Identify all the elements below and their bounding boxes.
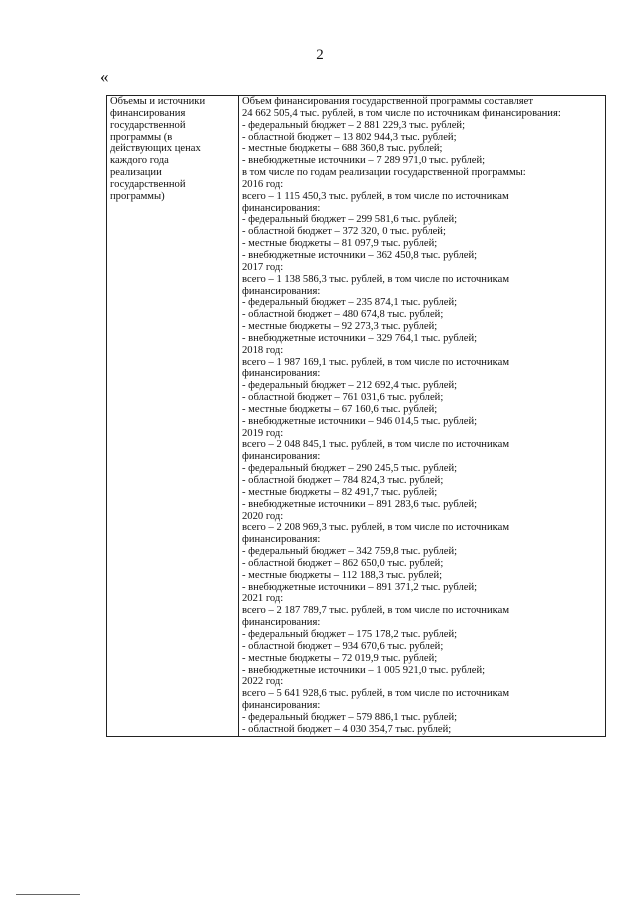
- text-line: - местные бюджеты – 81 097,9 тыс. рублей;: [242, 238, 438, 250]
- text-line: финансирования:: [242, 700, 321, 712]
- text-line: - областной бюджет – 862 650,0 тыс. рублей;: [242, 557, 444, 569]
- text-line: - федеральный бюджет – 342 759,8 тыс. рублей;: [242, 546, 458, 558]
- text-line: 2021 год:: [242, 593, 284, 605]
- financing-details-cell: [239, 96, 606, 737]
- text-line: всего – 2 187 789,7 тыс. рублей, в том числе по источникам: [242, 605, 510, 617]
- financing-label-cell: [107, 96, 239, 737]
- text-line: - федеральный бюджет – 175 178,2 тыс. рублей;: [242, 628, 458, 640]
- text-line: - областной бюджет – 4 030 354,7 тыс. рублей;: [242, 723, 452, 735]
- text-line: - внебюджетные источники – 362 450,8 тыс. рублей;: [242, 249, 478, 261]
- text-line: финансирования:: [242, 617, 321, 629]
- text-line: - областной бюджет – 784 824,3 тыс. рублей;: [242, 475, 444, 486]
- text-line: - внебюджетные источники – 891 371,2 тыс. рублей;: [242, 581, 478, 593]
- text-line: - внебюджетные источники – 891 283,6 тыс. рублей;: [242, 498, 478, 510]
- page-number: 2: [316, 47, 324, 63]
- text-line: программы (в: [110, 131, 173, 143]
- text-line: реализации: [110, 167, 162, 179]
- text-line: всего – 1 138 586,3 тыс. рублей, в том числе по источникам: [242, 273, 510, 285]
- text-line: 2018 год:: [242, 344, 284, 356]
- text-line: - местные бюджеты – 82 491,7 тыс. рублей;: [242, 486, 438, 498]
- text-line: 24 662 505,4 тыс. рублей, в том числе по источникам финансирования:: [242, 107, 561, 119]
- text-line: - федеральный бюджет – 212 692,4 тыс. рублей;: [242, 380, 458, 392]
- text-line: действующих ценах: [110, 143, 201, 155]
- text-line: 2016 год:: [242, 178, 284, 190]
- text-line: - местные бюджеты – 112 188,3 тыс. рублей;: [242, 569, 443, 581]
- text-line: - внебюджетные источники – 329 764,1 тыс. рублей;: [242, 332, 478, 344]
- text-line: финансирования: [110, 107, 186, 119]
- text-line: каждого года: [110, 155, 169, 167]
- text-line: программы): [110, 190, 165, 202]
- text-line: - областной бюджет – 761 031,6 тыс. рублей;: [242, 392, 444, 404]
- bottom-divider: [16, 894, 80, 895]
- financing-details-text: [242, 96, 602, 736]
- text-line: всего – 1 115 450,3 тыс. рублей, в том числе по источникам: [242, 190, 509, 202]
- text-line: - федеральный бюджет – 235 874,1 тыс. рублей;: [242, 297, 458, 309]
- text-line: финансирования:: [242, 368, 321, 380]
- text-line: финансирования:: [242, 202, 321, 214]
- text-line: всего – 2 048 845,1 тыс. рублей, в том числе по источникам: [242, 439, 510, 451]
- financing-label-text: [110, 96, 235, 203]
- text-line: - федеральный бюджет – 2 881 229,3 тыс. рублей;: [242, 119, 466, 131]
- text-line: 2017 год:: [242, 261, 284, 273]
- table-row: [107, 96, 606, 737]
- text-line: финансирования:: [242, 534, 321, 546]
- opening-quote-mark: «: [100, 67, 109, 86]
- text-line: - федеральный бюджет – 299 581,6 тыс. рублей;: [242, 214, 458, 226]
- text-line: 2019 год:: [242, 427, 284, 439]
- text-line: 2022 год:: [242, 676, 284, 688]
- text-line: всего – 2 208 969,3 тыс. рублей, в том числе по источникам: [242, 522, 510, 534]
- text-line: государственной: [110, 178, 186, 190]
- text-line: всего – 5 641 928,6 тыс. рублей, в том числе по источникам: [242, 688, 510, 700]
- text-line: - областной бюджет – 934 670,6 тыс. рублей;: [242, 640, 444, 652]
- text-line: - местные бюджеты – 67 160,6 тыс. рублей;: [242, 403, 438, 415]
- text-line: - внебюджетные источники – 7 289 971,0 тыс. рублей;: [242, 155, 486, 167]
- text-line: - местные бюджеты – 72 019,9 тыс. рублей;: [242, 652, 438, 664]
- text-line: финансирования:: [242, 285, 321, 297]
- text-line: - федеральный бюджет – 290 245,5 тыс. рублей;: [242, 463, 458, 475]
- text-line: - областной бюджет – 372 320, 0 тыс. рублей;: [242, 226, 446, 238]
- text-line: - внебюджетные источники – 1 005 921,0 тыс. рублей;: [242, 664, 486, 676]
- text-line: в том числе по годам реализации государственной программы:: [242, 167, 526, 179]
- text-line: всего – 1 987 169,1 тыс. рублей, в том числе по источникам: [242, 356, 510, 368]
- text-line: - внебюджетные источники – 946 014,5 тыс. рублей;: [242, 415, 478, 427]
- text-line: государственной: [110, 119, 186, 131]
- text-line: 2020 год:: [242, 510, 284, 522]
- financing-table: [106, 95, 606, 737]
- text-line: - областной бюджет – 13 802 944,3 тыс. рублей;: [242, 131, 457, 143]
- text-line: Объемы и источники: [110, 96, 206, 107]
- text-line: финансирования:: [242, 451, 321, 463]
- text-line: - федеральный бюджет – 579 886,1 тыс. рублей;: [242, 711, 458, 723]
- text-line: - областной бюджет – 480 674,8 тыс. рублей;: [242, 309, 444, 321]
- text-line: Объем финансирования государственной программы составляет: [242, 96, 533, 107]
- text-line: - местные бюджеты – 92 273,3 тыс. рублей;: [242, 321, 438, 333]
- text-line: - местные бюджеты – 688 360,8 тыс. рублей;: [242, 143, 443, 155]
